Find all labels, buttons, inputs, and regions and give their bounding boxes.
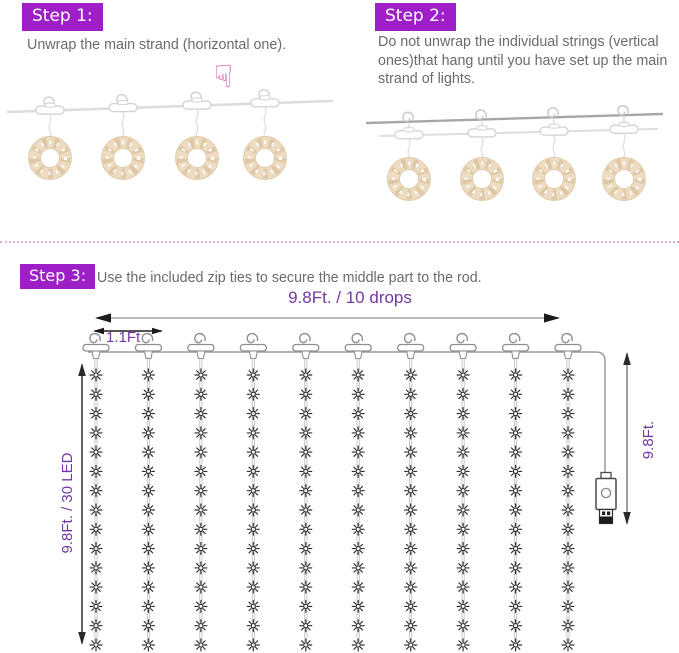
led-star — [142, 485, 154, 497]
led-star — [457, 504, 469, 516]
led-star — [90, 523, 102, 535]
led-star — [142, 600, 154, 612]
led-star — [300, 369, 312, 381]
hook-icon — [457, 334, 467, 343]
usb-connector — [596, 473, 616, 524]
led-star — [142, 465, 154, 477]
led-star — [247, 562, 259, 574]
drop-spacing-label: 1.1Ft — [106, 329, 141, 346]
hanging-wire — [264, 107, 266, 135]
led-star — [142, 562, 154, 574]
led-star — [510, 446, 522, 458]
light-drop — [398, 334, 424, 651]
led-star — [195, 639, 207, 651]
led-star — [90, 600, 102, 612]
led-star — [510, 388, 522, 400]
led-star — [300, 446, 312, 458]
led-star — [142, 388, 154, 400]
led-star — [562, 427, 574, 439]
led-star — [457, 369, 469, 381]
strand-clip — [398, 345, 424, 352]
led-star — [352, 465, 364, 477]
light-coil — [176, 137, 219, 180]
led-star — [142, 620, 154, 632]
led-star — [457, 446, 469, 458]
led-star — [352, 427, 364, 439]
led-star — [90, 639, 102, 651]
led-star — [457, 523, 469, 535]
led-star — [562, 388, 574, 400]
led-star — [510, 408, 522, 420]
hook-icon — [300, 334, 310, 343]
led-star — [352, 620, 364, 632]
light-drop — [135, 334, 161, 651]
hand-pointer-icon: ☟ — [214, 59, 233, 95]
led-star — [562, 600, 574, 612]
led-star — [247, 369, 259, 381]
hanging-wire — [196, 110, 198, 138]
hook-icon — [562, 334, 572, 343]
led-star — [90, 388, 102, 400]
led-star — [457, 408, 469, 420]
led-star — [352, 388, 364, 400]
led-star — [562, 465, 574, 477]
led-star — [247, 504, 259, 516]
led-star — [142, 369, 154, 381]
strand-clip — [450, 345, 476, 352]
led-star — [195, 523, 207, 535]
light-drop — [555, 334, 581, 651]
step2-text: Do not unwrap the individual strings (vertical ones)that hang until you have set up the main strand of lights. — [378, 34, 668, 87]
led-star — [195, 388, 207, 400]
height-dimension-label: 9.8Ft. / 30 LED — [59, 452, 76, 554]
led-star — [510, 523, 522, 535]
led-star — [510, 581, 522, 593]
light-coil — [244, 137, 287, 180]
led-star — [90, 427, 102, 439]
led-star — [457, 485, 469, 497]
led-star — [142, 639, 154, 651]
led-star — [405, 485, 417, 497]
hook-icon — [510, 334, 520, 343]
led-star — [510, 639, 522, 651]
led-star — [300, 639, 312, 651]
light-coil — [461, 158, 504, 201]
strand-clip — [503, 345, 529, 352]
usb-button — [601, 488, 610, 497]
led-star — [457, 639, 469, 651]
led-star — [457, 581, 469, 593]
strand-clip — [293, 345, 319, 352]
led-star — [457, 388, 469, 400]
led-star — [195, 581, 207, 593]
led-star — [562, 369, 574, 381]
strand-clip — [188, 345, 214, 352]
light-coil — [603, 158, 646, 201]
led-star — [247, 620, 259, 632]
led-star — [90, 485, 102, 497]
cable-length-label: 9.8Ft. — [640, 420, 657, 460]
led-star — [300, 562, 312, 574]
led-star — [90, 465, 102, 477]
dimension-arrow — [623, 352, 631, 525]
led-star — [247, 543, 259, 555]
led-star — [352, 639, 364, 651]
led-star — [195, 600, 207, 612]
led-star — [247, 639, 259, 651]
led-star — [562, 562, 574, 574]
led-star — [142, 446, 154, 458]
led-star — [352, 523, 364, 535]
hook-icon — [403, 112, 413, 121]
led-star — [195, 620, 207, 632]
led-star — [90, 369, 102, 381]
led-star — [247, 465, 259, 477]
main-strand — [88, 352, 605, 473]
light-drop — [188, 334, 214, 651]
light-coil — [29, 137, 72, 180]
light-coil — [388, 158, 431, 201]
hook-icon — [352, 334, 362, 343]
led-star — [510, 562, 522, 574]
led-star — [510, 543, 522, 555]
led-star — [562, 485, 574, 497]
hook-icon — [476, 110, 486, 119]
led-star — [300, 504, 312, 516]
led-star — [247, 446, 259, 458]
hook-icon — [90, 334, 100, 343]
led-star — [510, 504, 522, 516]
step3-badge: Step 3: — [20, 264, 95, 289]
section-divider — [0, 241, 679, 243]
led-star — [300, 388, 312, 400]
led-star — [405, 639, 417, 651]
led-star — [405, 427, 417, 439]
led-star — [562, 639, 574, 651]
led-star — [195, 427, 207, 439]
led-star — [90, 581, 102, 593]
led-star — [457, 427, 469, 439]
led-star — [352, 446, 364, 458]
led-star — [247, 408, 259, 420]
hook-icon — [405, 334, 415, 343]
led-star — [142, 408, 154, 420]
led-star — [142, 581, 154, 593]
strand-clip — [240, 345, 266, 352]
led-star — [300, 485, 312, 497]
hanging-wire — [122, 112, 124, 140]
led-star — [510, 485, 522, 497]
led-star — [195, 485, 207, 497]
led-star — [352, 408, 364, 420]
led-star — [405, 446, 417, 458]
led-star — [562, 620, 574, 632]
led-star — [90, 620, 102, 632]
hook-icon — [142, 334, 152, 343]
led-star — [405, 504, 417, 516]
light-drop — [293, 334, 319, 651]
led-star — [562, 523, 574, 535]
step1-badge: Step 1: — [22, 3, 103, 31]
led-star — [457, 620, 469, 632]
led-star — [300, 408, 312, 420]
led-star — [405, 408, 417, 420]
led-star — [562, 446, 574, 458]
led-star — [300, 600, 312, 612]
led-star — [300, 523, 312, 535]
led-star — [142, 523, 154, 535]
led-star — [405, 369, 417, 381]
light-coil — [533, 158, 576, 201]
led-star — [195, 465, 207, 477]
curtain-rod — [367, 114, 662, 123]
led-star — [195, 504, 207, 516]
led-star — [562, 543, 574, 555]
curtain-diagram — [0, 285, 679, 653]
led-star — [300, 543, 312, 555]
led-star — [405, 543, 417, 555]
led-star — [352, 504, 364, 516]
step2-illustration — [362, 103, 672, 253]
led-star — [510, 369, 522, 381]
led-star — [352, 485, 364, 497]
led-star — [352, 600, 364, 612]
width-dimension-label: 9.8Ft. / 10 drops — [288, 288, 412, 307]
led-star — [247, 523, 259, 535]
led-star — [195, 369, 207, 381]
led-star — [247, 485, 259, 497]
led-star — [405, 581, 417, 593]
light-drop — [345, 334, 371, 651]
strand-clip — [555, 345, 581, 352]
step3-text: Use the included zip ties to secure the middle part to the rod. — [97, 270, 482, 286]
led-star — [405, 620, 417, 632]
led-star — [510, 620, 522, 632]
led-star — [195, 408, 207, 420]
led-star — [457, 465, 469, 477]
led-star — [352, 581, 364, 593]
light-drop — [240, 334, 266, 651]
led-star — [457, 543, 469, 555]
led-star — [142, 543, 154, 555]
led-star — [300, 427, 312, 439]
led-star — [562, 581, 574, 593]
led-star — [352, 543, 364, 555]
led-star — [195, 562, 207, 574]
light-coil — [102, 137, 145, 180]
hook-icon — [618, 106, 628, 115]
light-drop — [83, 334, 109, 651]
led-star — [195, 543, 207, 555]
led-star — [352, 562, 364, 574]
led-star — [300, 465, 312, 477]
led-star — [457, 562, 469, 574]
led-star — [142, 504, 154, 516]
strand-clip — [345, 345, 371, 352]
led-star — [405, 523, 417, 535]
led-star — [247, 581, 259, 593]
light-drop — [450, 334, 476, 651]
step1-illustration — [0, 88, 340, 243]
hook-icon — [247, 334, 257, 343]
step1-text: Unwrap the main strand (horizontal one). — [27, 37, 287, 53]
led-star — [195, 446, 207, 458]
led-star — [510, 600, 522, 612]
led-star — [247, 427, 259, 439]
led-star — [405, 465, 417, 477]
led-star — [90, 504, 102, 516]
dimension-arrow — [78, 363, 86, 645]
led-star — [300, 620, 312, 632]
led-star — [405, 388, 417, 400]
led-star — [405, 562, 417, 574]
led-star — [405, 600, 417, 612]
led-star — [510, 427, 522, 439]
led-star — [510, 465, 522, 477]
led-star — [90, 446, 102, 458]
led-star — [247, 600, 259, 612]
led-star — [300, 581, 312, 593]
dimension-arrow — [95, 313, 560, 322]
hook-icon — [548, 108, 558, 117]
led-star — [90, 408, 102, 420]
led-star — [457, 600, 469, 612]
led-star — [562, 408, 574, 420]
led-star — [142, 427, 154, 439]
led-star — [90, 562, 102, 574]
led-star — [562, 504, 574, 516]
hook-icon — [195, 334, 205, 343]
led-star — [352, 369, 364, 381]
led-star — [247, 388, 259, 400]
led-star — [90, 543, 102, 555]
step2-badge: Step 2: — [375, 3, 456, 31]
light-drop — [503, 334, 529, 651]
